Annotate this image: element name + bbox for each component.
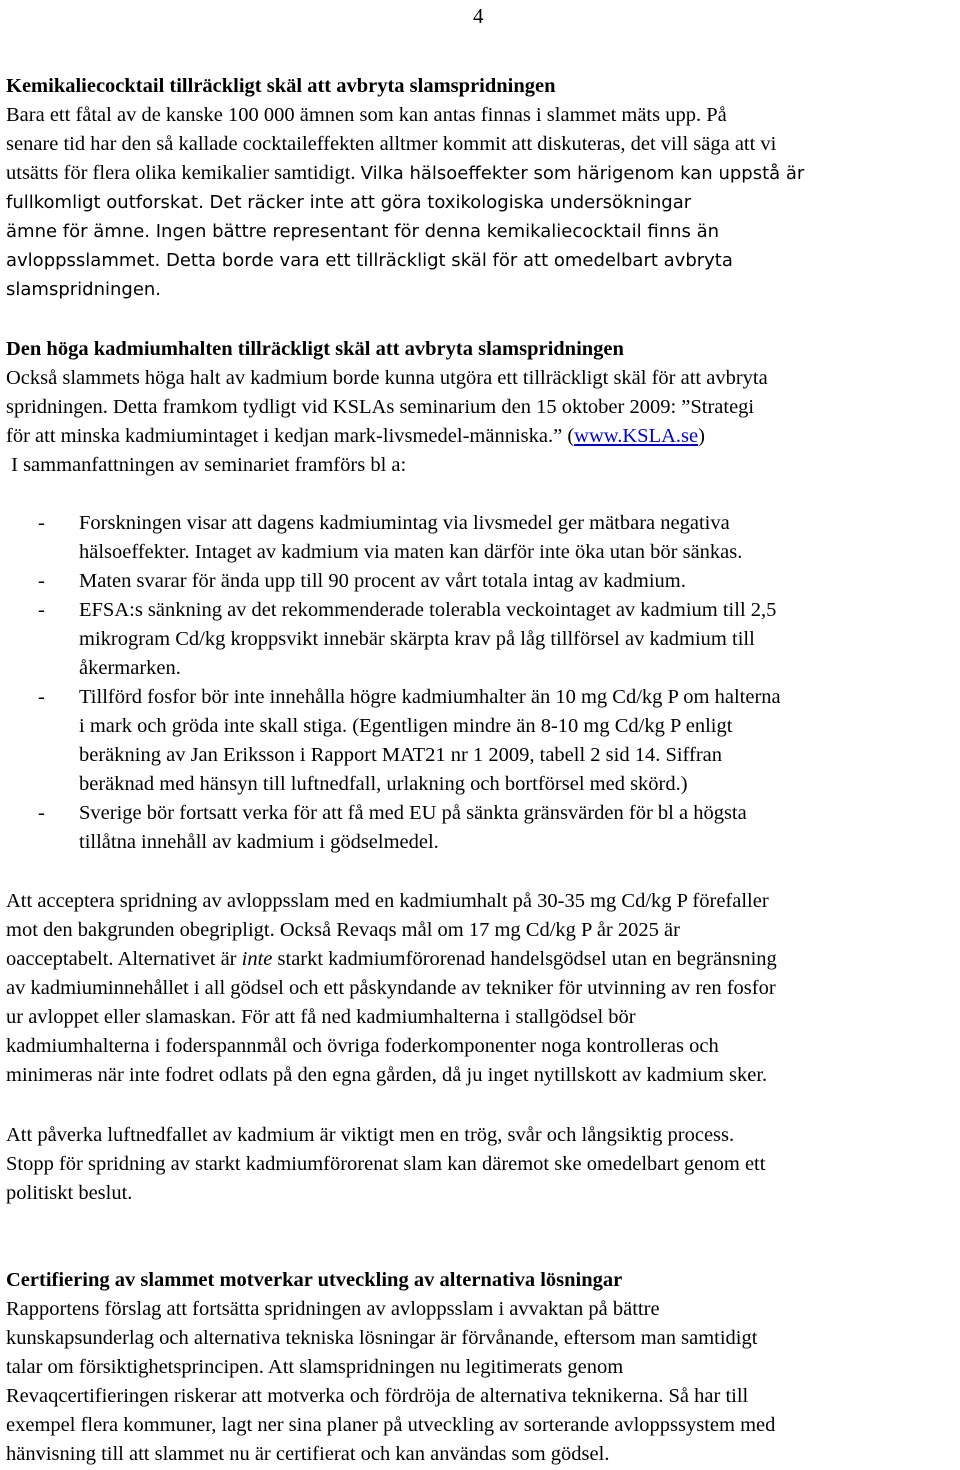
paragraph-line: mot den bakgrunden obegripligt. Också Revaqs mål om 17 mg Cd/kg P år 2025 är: [6, 919, 680, 941]
list-dash: -: [38, 599, 45, 621]
paragraph-line: Bara ett fåtal av de kanske 100 000 ämnen som kan antas finnas i slammet mäts upp. På: [6, 104, 727, 126]
paragraph-line: [6, 188, 958, 217]
paragraph-line: [6, 217, 958, 246]
text-run: starkt kadmiumförorenad handelsgödsel utan en begränsning: [272, 948, 777, 970]
paragraph-line: [6, 246, 958, 275]
text-run: ämne för ämne.: [6, 221, 151, 242]
page-number: 4: [473, 4, 484, 28]
section-cadmium: [6, 335, 958, 480]
list-item-line: tillåtna innehåll av kadmium i gödselmedel.: [79, 831, 439, 853]
text-run: ): [698, 425, 705, 447]
list-item-line: beräkning av Jan Eriksson i Rapport MAT21 nr 1 2009, tabell 2 sid 14. Siffran: [79, 744, 723, 766]
paragraph-line: senare tid har den så kallade cocktaileffekten alltmer kommit att diskuteras, det vill säga att vi: [6, 133, 777, 155]
list-item: [6, 596, 958, 683]
list-item: [6, 509, 958, 567]
paragraph-line: [6, 159, 958, 188]
emphasis: inte: [241, 948, 273, 970]
section-chemical-cocktail: [6, 72, 958, 304]
list-item: [6, 683, 958, 799]
text-run: Det räcker inte att göra toxikologiska undersökningar: [209, 192, 692, 213]
paragraph-line: Rapportens förslag att fortsätta spridningen av avloppsslam i avvaktan på bättre: [6, 1298, 660, 1320]
paragraph-line: Stopp för spridning av starkt kadmiumförorenat slam kan däremot ske omedelbart genom ett: [6, 1153, 766, 1175]
list-dash: -: [38, 570, 45, 592]
paragraph-line: exempel flera kommuner, lagt ner sina planer på utveckling av sorterande avloppssystem med: [6, 1414, 776, 1436]
list-item-line: hälsoeffekter. Intaget av kadmium via maten kan därför inte öka utan bör sänkas.: [79, 541, 743, 563]
list-dash: -: [38, 686, 45, 708]
section-certification: [6, 1266, 958, 1469]
section-heading: Den höga kadmiumhalten tillräckligt skäl att avbryta slamspridningen: [6, 338, 624, 360]
text-run: fullkomligt outforskat.: [6, 192, 204, 213]
paragraph-line: talar om försiktighetsprincipen. Att slamspridningen nu legitimerats genom: [6, 1356, 624, 1378]
list-item-line: mikrogram Cd/kg kroppsvikt innebär skärpta krav på låg tillförsel av kadmium till: [79, 628, 755, 650]
section-heading: Certifiering av slammet motverkar utveckling av alternativa lösningar: [6, 1269, 623, 1291]
list-dash: -: [38, 512, 45, 534]
text-run: Ingen bättre representant för denna kemikaliecocktail finns än: [155, 221, 720, 242]
paragraph-line: slamspridningen.: [6, 279, 162, 300]
paragraph-line: minimeras när inte fodret odlats på den egna gården, då ju inget nytillskott av kadmium sker.: [6, 1064, 768, 1086]
paragraph-line: Att acceptera spridning av avloppsslam med en kadmiumhalt på 30-35 mg Cd/kg P förefaller: [6, 890, 769, 912]
list-item: [6, 799, 958, 857]
text-run: Vilka hälsoeffekter som härigenom kan uppstå är: [360, 163, 805, 184]
summary-list: [6, 509, 958, 857]
paragraph-line: kadmiumhalterna i foderspannmål och övriga foderkomponenter noga kontrolleras och: [6, 1035, 719, 1057]
paragraph-line: kunskapsunderlag och alternativa tekniska lösningar är förvånande, eftersom man samtidigt: [6, 1327, 758, 1349]
paragraph-acceptance: [6, 887, 958, 1090]
text-run: oacceptabelt. Alternativet är: [6, 948, 242, 970]
paragraph-line: Att påverka luftnedfallet av kadmium är viktigt men en trög, svår och långsiktig process.: [6, 1124, 735, 1146]
text-run: utsätts för flera olika kemikalier samtidigt.: [6, 162, 356, 184]
list-item-line: EFSA:s sänkning av det rekommenderade tolerabla veckointaget av kadmium till 2,5: [79, 599, 777, 621]
paragraph-air-deposition: [6, 1121, 958, 1208]
paragraph-line: hänvisning till att slammet nu är certifierat och kan användas som gödsel.: [6, 1443, 610, 1465]
list-item-line: beräknad med hänsyn till luftnedfall, urlakning och bortförsel med skörd.): [79, 773, 688, 795]
list-item-line: Tillförd fosfor bör inte innehålla högre kadmiumhalter än 10 mg Cd/kg P om halterna: [79, 686, 781, 708]
paragraph-line: Revaqcertifieringen riskerar att motverka och fördröja de alternativa teknikerna. Så har till: [6, 1385, 749, 1407]
list-dash: -: [38, 802, 45, 824]
paragraph-line: politiskt beslut.: [6, 1182, 133, 1204]
section-heading: Kemikaliecocktail tillräckligt skäl att avbryta slamspridningen: [6, 75, 556, 97]
paragraph-line: I sammanfattningen av seminariet framförs bl a:: [6, 454, 407, 476]
list-item: [6, 567, 958, 596]
paragraph-line: Också slammets höga halt av kadmium borde kunna utgöra ett tillräckligt skäl för att avbryta: [6, 367, 768, 389]
list-item-line: i mark och gröda inte skall stiga. (Egentligen mindre än 8-10 mg Cd/kg P enligt: [79, 715, 733, 737]
list-item-line: Forskningen visar att dagens kadmiumintag via livsmedel ger mätbara negativa: [79, 512, 730, 534]
paragraph-line: [6, 945, 958, 974]
ksla-link[interactable]: www.KSLA.se: [574, 425, 699, 447]
paragraph-line: [6, 422, 958, 451]
paragraph-line: av kadmiuminnehållet i all gödsel och ett påskyndande av tekniker för utvinning av ren fosfor: [6, 977, 776, 999]
list-item-line: Maten svarar för ända upp till 90 procent av vårt totala intag av kadmium.: [79, 570, 686, 592]
paragraph-line: spridningen. Detta framkom tydligt vid KSLAs seminarium den 15 oktober 2009: ”Strategi: [6, 396, 755, 418]
text-run: Detta borde vara ett tillräckligt skäl för att omedelbart avbryta: [166, 250, 733, 271]
list-item-line: åkermarken.: [79, 657, 181, 679]
list-item-line: Sverige bör fortsatt verka för att få med EU på sänkta gränsvärden för bl a högsta: [79, 802, 747, 824]
text-run: avloppsslammet.: [6, 250, 161, 271]
paragraph-line: ur avloppet eller slamaskan. För att få ned kadmiumhalterna i stallgödsel bör: [6, 1006, 636, 1028]
text-run: för att minska kadmiumintaget i kedjan mark-livsmedel-människa.” (: [6, 425, 575, 447]
